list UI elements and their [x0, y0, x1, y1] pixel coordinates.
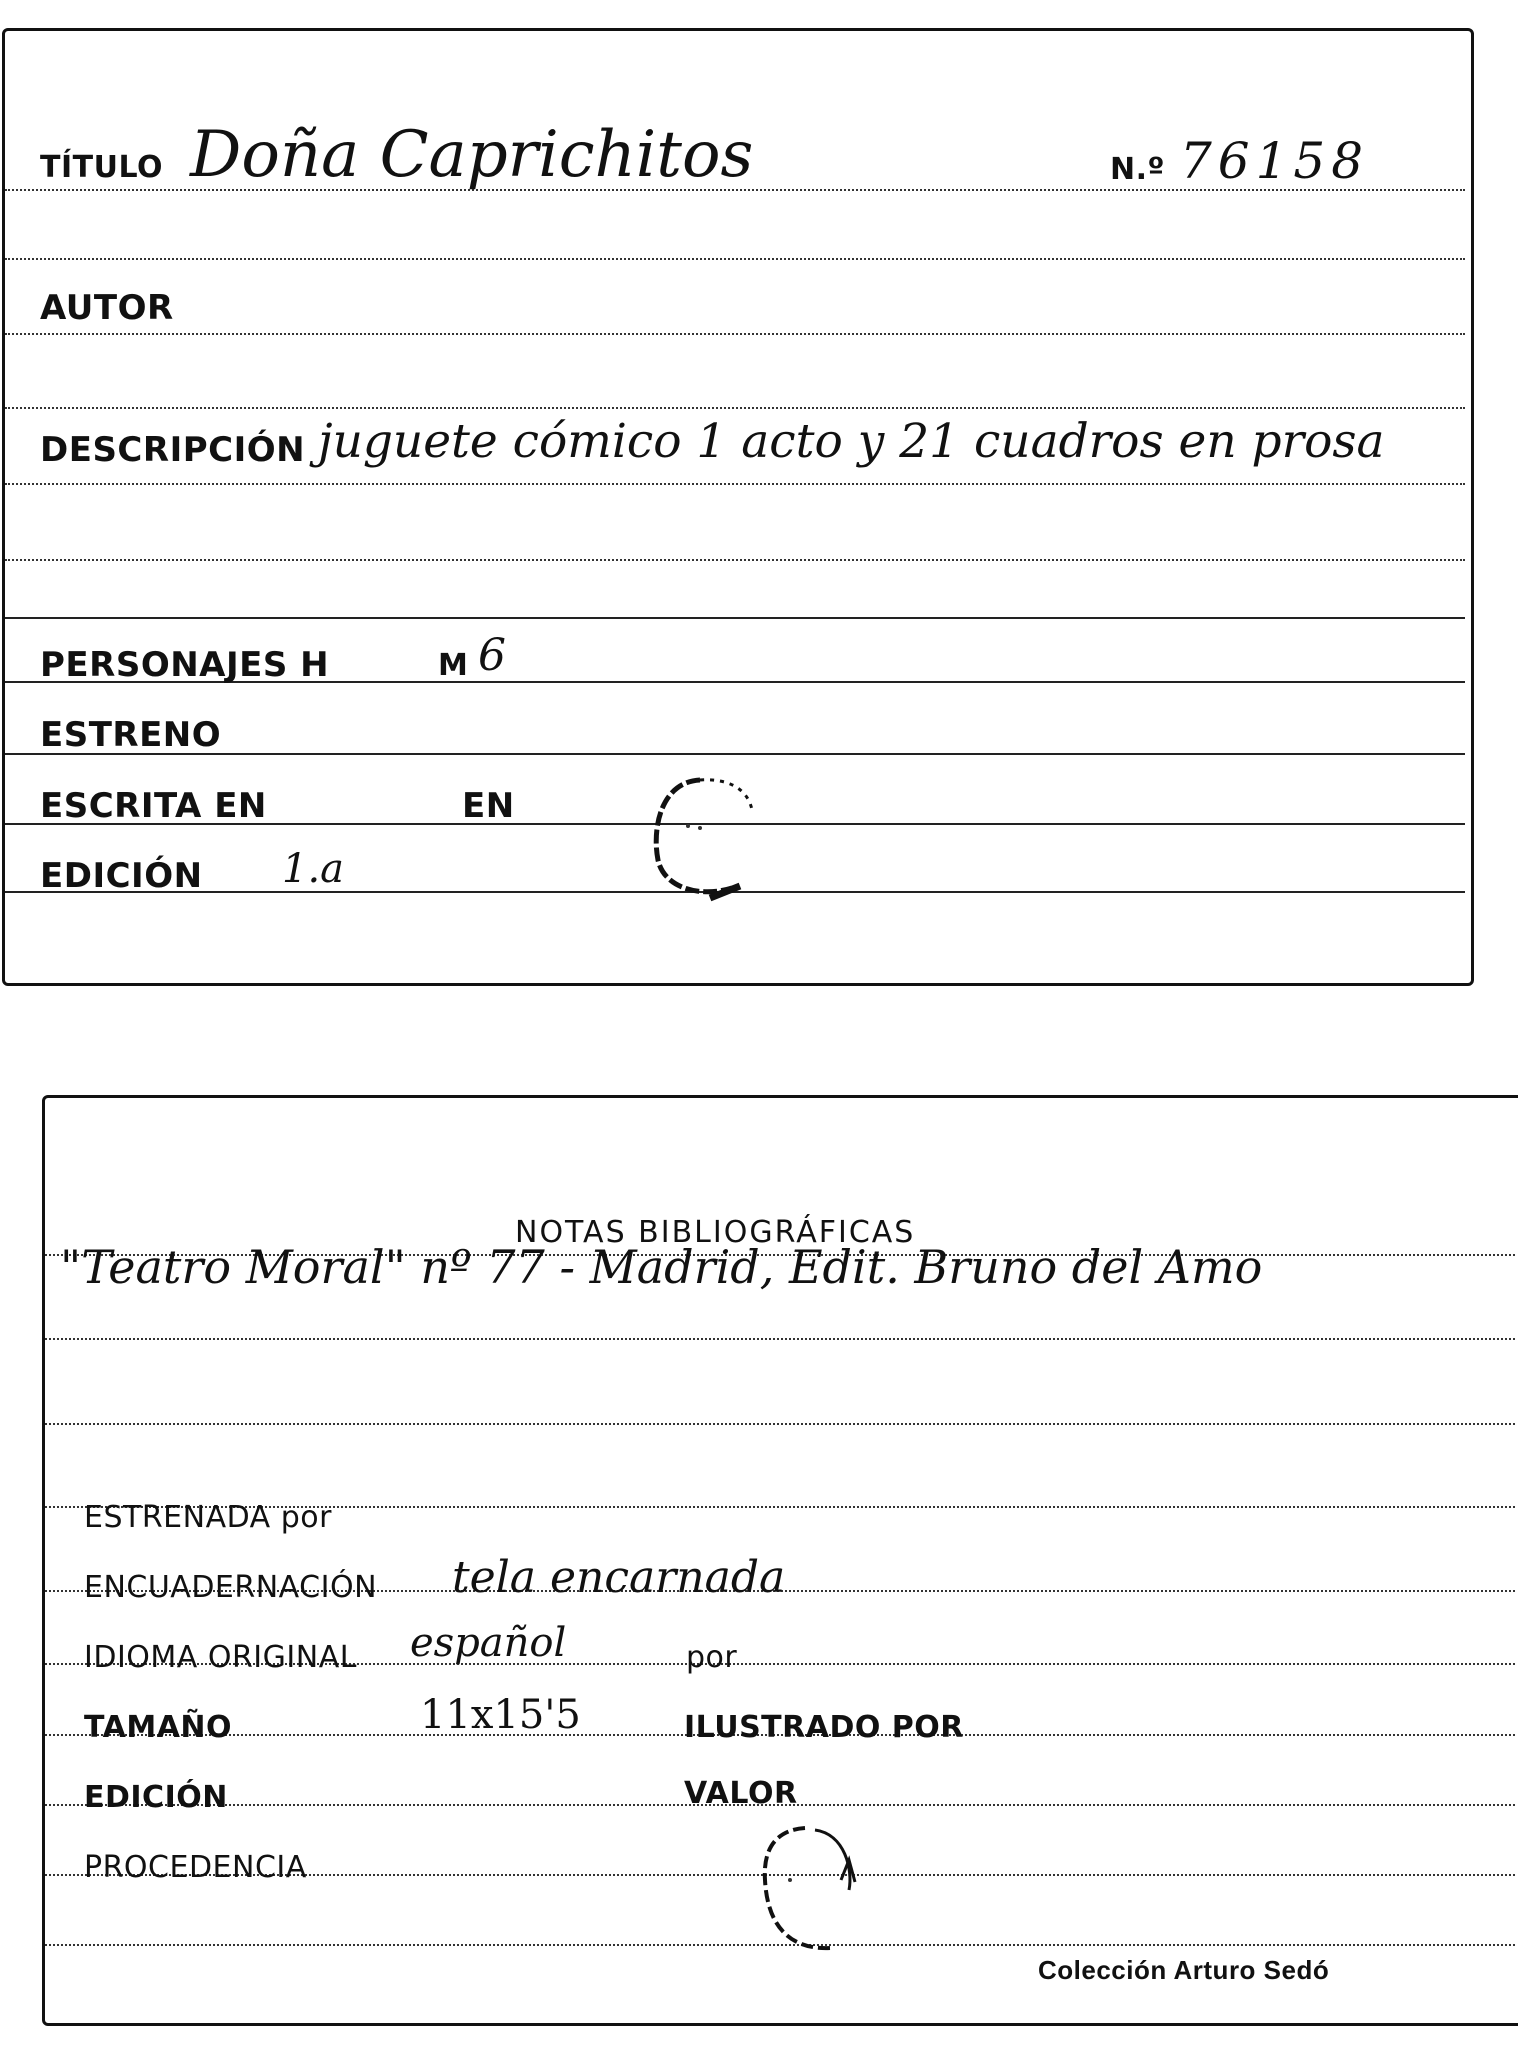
- numero-value: 76158: [1180, 132, 1370, 190]
- notas-line-1: "Teatro Moral" nº 77 - Madrid, Edit. Bruno del Amo: [60, 1240, 1263, 1294]
- tamano-value: 11x15'5: [420, 1692, 581, 1738]
- valor-label: VALOR: [684, 1776, 798, 1811]
- descripcion-label: DESCRIPCIÓN: [40, 430, 306, 470]
- personajes-m-label: M: [438, 648, 469, 683]
- edicion-value: 1.a: [282, 846, 345, 892]
- circular-stamp-icon: [640, 770, 770, 910]
- idioma-por-label: por: [686, 1640, 738, 1675]
- edicion2-label: EDICIÓN: [84, 1780, 228, 1815]
- autor-label: AUTOR: [40, 288, 174, 328]
- notas-heading: NOTAS BIBLIOGRÁFICAS: [515, 1215, 916, 1250]
- encuadernacion-label: ENCUADERNACIÓN: [84, 1570, 378, 1605]
- estreno-label: ESTRENO: [40, 715, 222, 755]
- edicion-label: EDICIÓN: [40, 856, 203, 896]
- estrenada-label: ESTRENADA por: [84, 1500, 332, 1535]
- titulo-value: Doña Caprichitos: [190, 118, 754, 192]
- tamano-label: TAMAÑO: [84, 1710, 233, 1745]
- procedencia-label: PROCEDENCIA: [84, 1850, 307, 1885]
- circular-stamp-icon-2: [735, 1820, 875, 1960]
- descripcion-value: juguete cómico 1 acto y 21 cuadros en prosa: [318, 414, 1385, 469]
- escrita-en-label: EN: [462, 786, 515, 826]
- encuadernacion-value: tela encarnada: [452, 1552, 786, 1603]
- numero-label: N.º: [1110, 152, 1165, 187]
- escrita-label: ESCRITA EN: [40, 786, 267, 826]
- idioma-value: español: [410, 1620, 567, 1666]
- collection-footer: Colección Arturo Sedó: [1038, 1955, 1330, 1985]
- personajes-m-value: 6: [478, 630, 506, 681]
- personajes-label: PERSONAJES H: [40, 645, 330, 685]
- idioma-label: IDIOMA ORIGINAL: [84, 1640, 357, 1675]
- titulo-label: TÍTULO: [40, 150, 163, 185]
- ilustrado-label: ILUSTRADO POR: [684, 1710, 964, 1745]
